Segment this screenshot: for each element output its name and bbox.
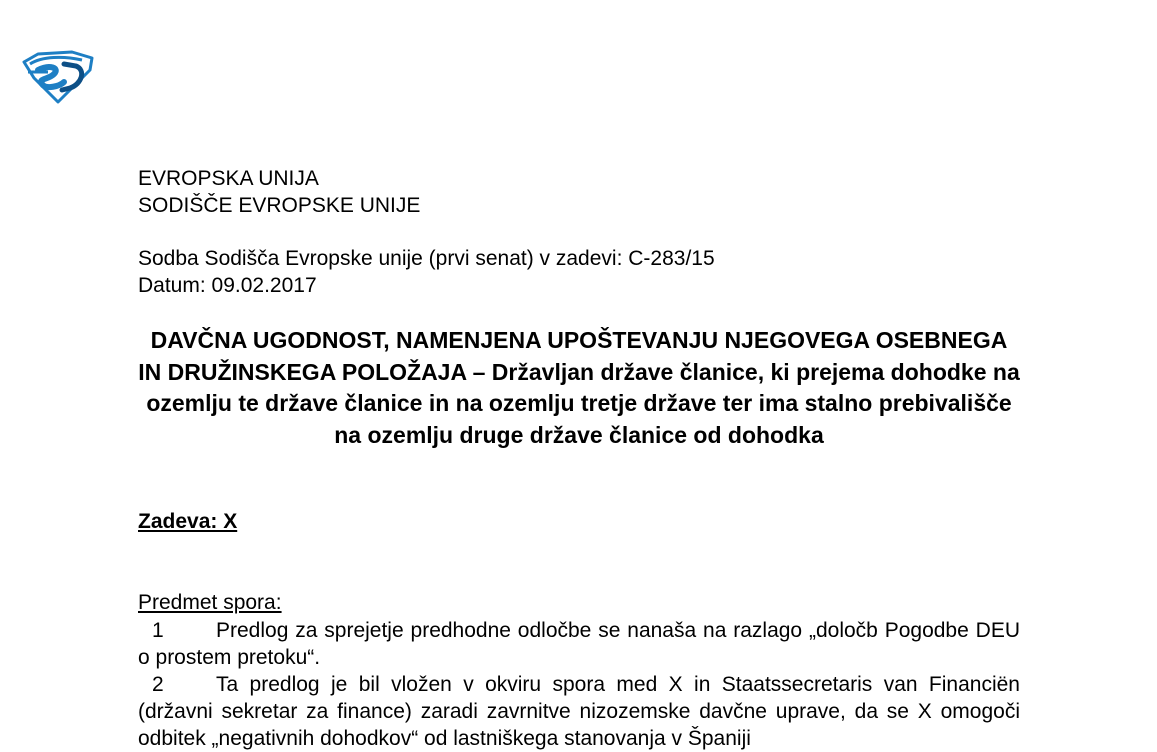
org-name-line2: SODIŠČE EVROPSKE UNIJE — [138, 194, 421, 217]
court-logo-icon — [20, 48, 96, 104]
case-reference: Sodba Sodišča Evropske unije (prvi senat) v zadevi: C-283/15 — [138, 247, 715, 270]
paragraph-number: 2 — [152, 673, 164, 696]
paragraph-2 — [138, 671, 1020, 752]
paragraph-1 — [138, 617, 1020, 671]
paragraph-text: Ta predlog je bil vložen v okviru spora med X in Staatssecretaris van Financiën (državni sekretar za finance) zaradi zavrnitve nizozemske davčne uprave, da se X omogoči odbitek „negativnih dohodkov“ od lastniškega stanovanja v Španiji — [138, 673, 1020, 750]
section-heading: Predmet spora: — [138, 591, 282, 614]
document-title: DAVČNA UGODNOST, NAMENJENA UPOŠTEVANJU NJEGOVEGA OSEBNEGA IN DRUŽINSKEGA POLOŽAJA – Državljan države članice, ki prejema dohodke na ozemlju te države članice in na ozemlju tretje države ter ima stalno prebivališče na ozemlju druge države članice od dohodka — [138, 327, 1020, 448]
paragraph-number: 1 — [152, 619, 164, 642]
case-subject: Zadeva: X — [138, 510, 238, 533]
paragraph-text: Predlog za sprejetje predhodne odločbe se nanaša na razlago „določb Pogodbe DEU o prostem pretoku“. — [138, 619, 1020, 669]
org-name-line1: EVROPSKA UNIJA — [138, 167, 319, 190]
case-date: Datum: 09.02.2017 — [138, 274, 317, 297]
